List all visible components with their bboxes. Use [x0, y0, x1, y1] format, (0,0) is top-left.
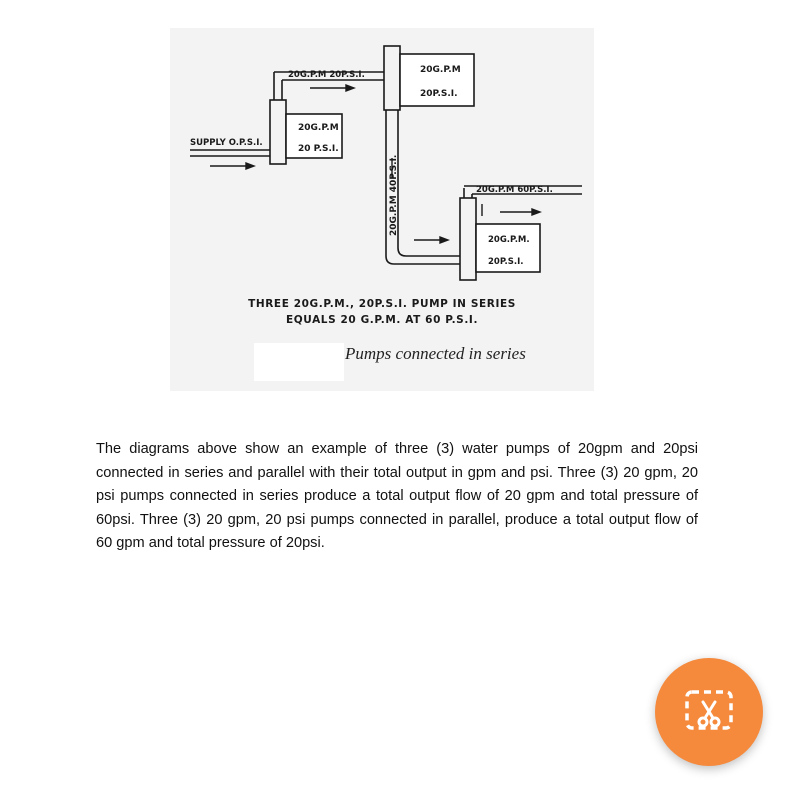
pump2-gpm-label: 20G.P.M: [420, 65, 461, 75]
pumps-in-series-figure: [170, 28, 594, 391]
diagram-caption-line2: EQUALS 20 G.P.M. AT 60 P.S.I.: [285, 314, 479, 326]
pump1-gpm-label: 20G.P.M: [298, 123, 339, 133]
screenshot-crop-button[interactable]: [655, 658, 763, 766]
pump1-psi-label: 20 P.S.I.: [298, 144, 339, 154]
diagram-caption-line1: THREE 20G.P.M., 20P.S.I. PUMP IN SERIES: [248, 298, 516, 310]
blank-patch: [254, 343, 344, 381]
pump3-gpm-label: 20G.P.M.: [488, 235, 530, 245]
pump3-psi-label: 20P.S.I.: [488, 257, 524, 267]
pump-series-diagram: [170, 28, 594, 391]
top-line-label: 20G.P.M 20P.S.I.: [288, 70, 365, 80]
screenshot-scissors-icon: [683, 686, 735, 738]
body-paragraph: The diagrams above show an example of three (3) water pumps of 20gpm and 20psi connected in series and parallel with their total output in gpm and psi. Three (3) 20 gpm, 20 psi pumps connected in series produce a total output flow of 20 gpm and total pressure of 60psi. Three (3) 20 gpm, 20 psi pumps connected in parallel, produce a total output flow of 60 gpm and total pressure of 20psi.: [96, 441, 698, 551]
outlet-label: 20G.P.M 60P.S.I.: [476, 185, 553, 195]
figure-caption: Pumps connected in series: [345, 344, 526, 363]
pump2-psi-label: 20P.S.I.: [420, 89, 458, 99]
vertical-pipe-label: 20G.P.M 40P.S.I.: [389, 154, 399, 236]
supply-label: SUPPLY O.P.S.I.: [190, 138, 263, 148]
